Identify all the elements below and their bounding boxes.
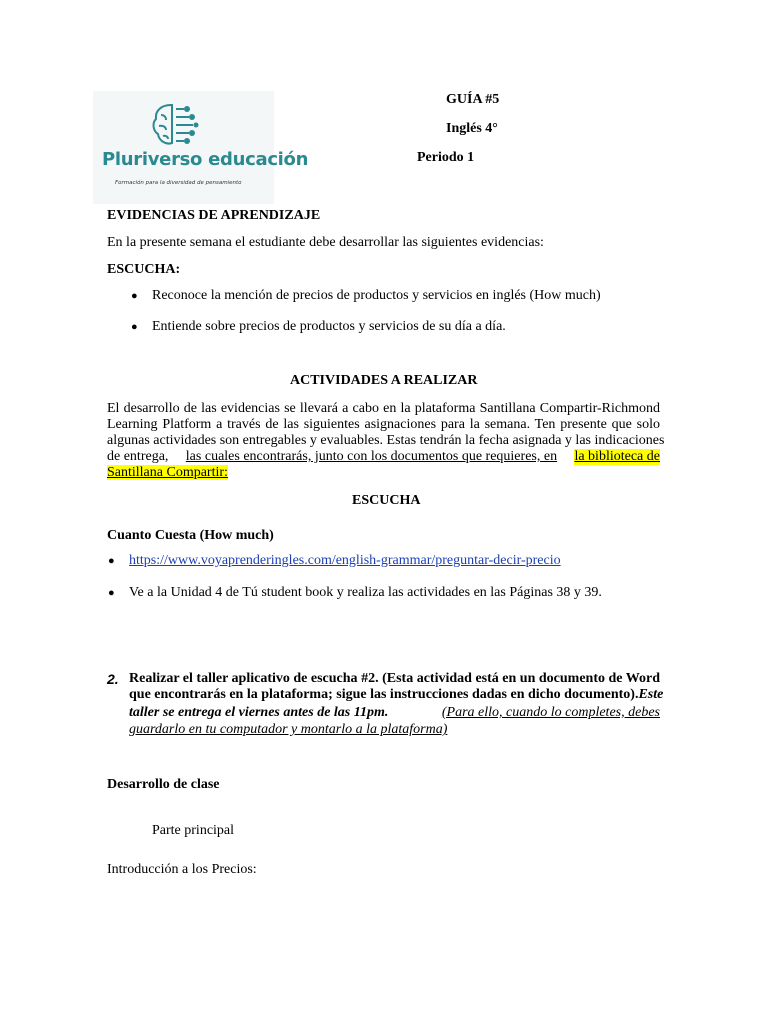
activities-line: El desarrollo de las evidencias se llevará a cabo en la plataforma Santillana Compartir-Richmond [107,401,660,416]
activities-line [107,449,660,465]
bullet-icon: ● [108,587,115,599]
library-link[interactable]: la biblioteca de [574,449,660,464]
guide-title: GUÍA #5 [446,92,500,107]
workshop-number: 2. [107,671,119,687]
logo-name: Pluriverso educación [102,149,309,170]
workshop-line-part: Este [638,687,664,702]
subject-title: Inglés 4° [446,121,498,136]
listen-label: ESCUCHA: [107,262,181,277]
evidence-item: Reconoce la mención de precios de productos y servicios en inglés (How much) [152,288,601,303]
listening-heading: ESCUCHA [352,493,421,508]
library-link-cont[interactable] [107,465,228,481]
bullet-icon: ● [131,321,138,333]
workshop-line-part: que encontrarás en la plataforma; sigue las instrucciones dadas en dicho documento). [129,687,639,702]
logo-tagline: Formación para la diversidad de pensamiento [115,180,242,186]
activities-line-part: de entrega, [107,449,169,464]
workshop-line [129,705,660,721]
bullet-icon: ● [108,555,115,567]
activities-line: algunas actividades son entregables y evaluables. Estas tendrán la fecha asignada y las indicaciones [107,433,665,448]
class-heading: Desarrollo de clase [107,777,220,792]
workshop-line [129,687,664,703]
brain-circuit-icon [149,101,199,149]
evidences-intro: En la presente semana el estudiante debe desarrollar las siguientes evidencias: [107,235,544,250]
activities-line-part: las cuales encontrarás, junto con los documentos que requieres, en [185,449,558,464]
activities-heading: ACTIVIDADES A REALIZAR [290,373,478,388]
voyaprender-link[interactable]: https://www.voyaprenderingles.com/english-grammar/preguntar-decir-precio [129,553,561,568]
evidences-heading: EVIDENCIAS DE APRENDIZAJE [107,208,321,223]
listening-subtitle: Cuanto Cuesta (How much) [107,528,274,543]
workshop-line: Realizar el taller aplicativo de escucha #2. (Esta actividad está en un documento de Word [129,671,660,686]
prices-intro: Introducción a los Precios: [107,862,257,877]
workshop-line: guardarlo en tu computador y montarlo a la plataforma) [129,722,448,737]
bullet-icon: ● [131,290,138,302]
main-part: Parte principal [152,823,235,838]
logo [93,91,309,204]
activities-line: Learning Platform a través de las siguientes asignaciones para la semana. Ten presente que solo [107,417,660,432]
workshop-line-part: (Para ello, cuando lo completes, debes [441,705,660,720]
workshop-line-part: taller se entrega el viernes antes de las 11pm. [129,705,389,720]
listening-task: Ve a la Unidad 4 de Tú student book y realiza las actividades en las Páginas 38 y 39. [129,585,602,600]
library-link[interactable]: Santillana Compartir: [107,465,228,480]
evidence-item: Entiende sobre precios de productos y servicios de su día a día. [152,319,506,334]
period-title: Periodo 1 [417,150,475,165]
